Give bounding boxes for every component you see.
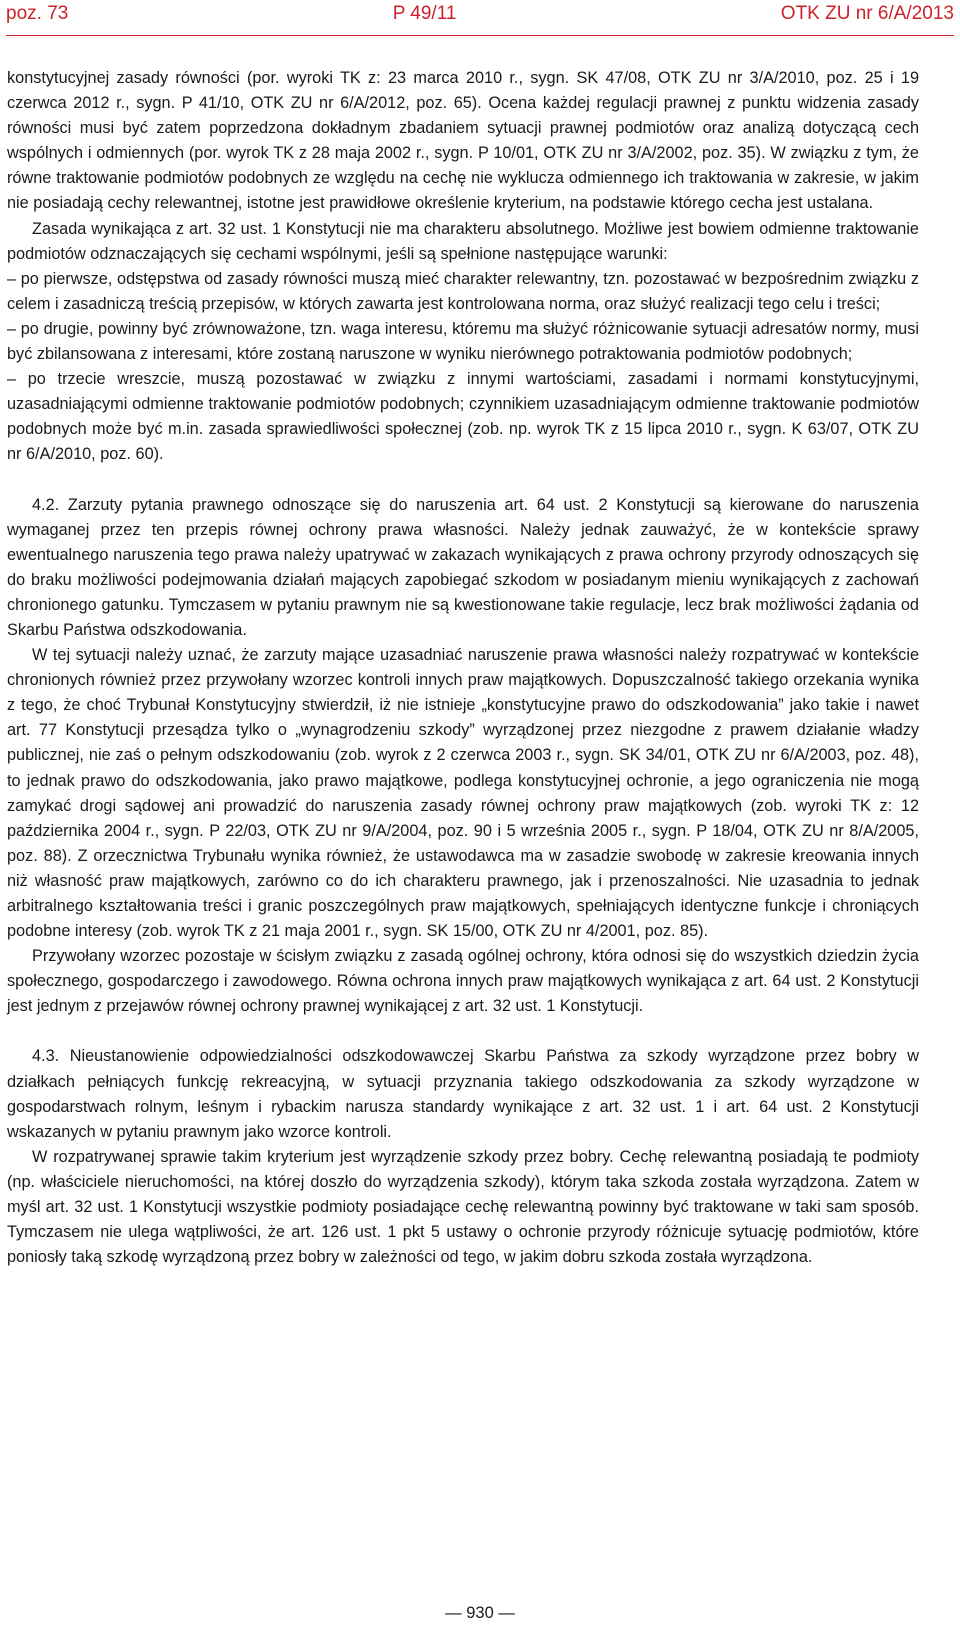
paragraph: W tej sytuacji należy uznać, że zarzuty mające uzasadniać naruszenie prawa własności należy rozpatrywać w kontekście chronionych również przez przywołany wzorzec kontroli innych praw majątkowych. Dopuszczalność takiego orzekania wynika z tego, że choć Trybunał Konstytucyjny stwierdził, iż nie istnieje „konstytucyjne prawo do odszkodowania” jako takie i nawet art. 77 Konstytucji przesądza tylko o „wynagrodzeniu szkody” wyrządzonej przez niezgodne z prawem działanie władzy publicznej, nie zaś o pełnym odszkodowaniu (zob. wyrok z 2 czerwca 2003 r., sygn. SK 34/01, OTK ZU nr 6/A/2003, poz. 48), to jednak prawo do odszkodowania, jako prawo majątkowe, podlega konstytucyjnej ochronie, a jego ograniczenia nie mogą zamykać drogi sądowej ani prowadzić do naruszenia zasady równej ochrony praw majątkowych (zob. wyroki TK z: 12 października 2004 r., sygn. P 22/03, OTK ZU nr 9/A/2004, poz. 90 i 5 września 2005 r., sygn. P 18/04, OTK ZU nr 8/A/2005, poz. 88). Z orzecznictwa Trybunału wynika również, że ustawodawca ma w zasadzie swobodę w zakresie kreowania innych niż własność praw majątkowych, zarówno co do ich charakteru prawnego, jak i przenoszalności. Nie uzasadnia to jednak arbitralnego kształtowania treści i granic poszczególnych praw majątkowych, spełniających identyczne funkcje i chroniących podobne interesy (zob. wyrok TK z 21 maja 2001 r., sygn. SK 15/00, OTK ZU nr 4/2001, poz. 85). bbox=[7, 646, 919, 941]
header-divider bbox=[6, 35, 954, 36]
section-4-2: 4.2. Zarzuty pytania prawnego odnoszące się do naruszenia art. 64 ust. 2 Konstytucji są kierowane do naruszenia wymaganej przez ten przepis równej ochrony prawa własności. Należy jednak zauważyć, że w kontekście sprawy ewentualnego naruszenia tego prawa należy upatrywać w zakazach wynikających z prawa ochrony przyrody odnoszących się do braku możliwości podejmowania działań mających zapobiegać szkodom w posiadanym mieniu wynikających z zachowań chronionego gatunku. Tymczasem w pytaniu prawnym nie są kwestionowane takie regulacje, lecz brak możliwości żądania od Skarbu Państwa odszkodowania. bbox=[7, 495, 919, 639]
document-body bbox=[7, 66, 919, 1270]
list-item: – po trzecie wreszcie, muszą pozostawać w związku z innymi wartościami, zasadami i normami konstytucyjnymi, uzasadniającymi odmienne traktowanie podmiotów podobnych; czynnikiem uzasadniającym odmienne traktowanie podmiotów podobnych może być m.in. zasada sprawiedliwości społecznej (zob. np. wyrok TK z 15 lipca 2010 r., sygn. K 63/07, OTK ZU nr 6/A/2010, poz. 60). bbox=[7, 370, 919, 464]
running-header bbox=[6, 0, 954, 28]
paragraph: Zasada wynikająca z art. 32 ust. 1 Konstytucji nie ma charakteru absolutnego. Możliwe jest bowiem odmienne traktowanie podmiotów odznaczających się cechami wspólnymi, jeśli są spełnione następujące warunki: bbox=[7, 219, 919, 263]
section-gap bbox=[7, 468, 919, 493]
paragraph-continuation: konstytucyjnej zasady równości (por. wyroki TK z: 23 marca 2010 r., sygn. SK 47/08, OTK ZU nr 3/A/2010, poz. 25 i 19 czerwca 2012 r., sygn. P 41/10, OTK ZU nr 6/A/2012, poz. 65). Ocena każdej regulacji prawnej z punktu widzenia zasady równości musi być zatem poprzedzona dokładnym zbadaniem sytuacji prawnej podmiotów oraz analizą dotyczącą cech wspólnych i odmiennych (por. wyrok TK z 28 maja 2002 r., sygn. P 10/01, OTK ZU nr 3/A/2002, poz. 35). W związku z tym, że równe traktowanie podmiotów podobnych ze względu na cechę nie wyklucza odmiennego ich traktowania w zakresie, w jakim nie posiadają cechy relewantnej, istotne jest prawidłowe określenie kryterium, na podstawie którego cecha jest ustalana. bbox=[7, 69, 919, 213]
list-item: – po pierwsze, odstępstwa od zasady równości muszą mieć charakter relewantny, tzn. pozostawać w bezpośrednim związku z celem i zasadniczą treścią przepisów, w których zawarta jest kontrolowana norma, oraz służyć realizacji tego celu i treści; bbox=[7, 269, 919, 313]
paragraph: Przywołany wzorzec pozostaje w ścisłym związku z zasadą ogólnej ochrony, która odnosi się do wszystkich dziedzin życia społecznego, gospodarczego i zawodowego. Równa ochrona innych praw majątkowych wynikająca z art. 64 ust. 2 Konstytucji jest jednym z przejawów równej ochrony prawnej wynikającej z art. 32 ust. 1 Konstytucji. bbox=[7, 947, 919, 1016]
paragraph: W rozpatrywanej sprawie takim kryterium jest wyrządzenie szkody przez bobry. Cechę relewantną posiadają te podmioty (np. właściciele nieruchomości, na której doszło do wyrządzenia szkody), którym taka szkoda została wyrządzona. Zatem w myśl art. 32 ust. 1 Konstytucji wszystkie podmioty posiadające cechę relewantną powinny być traktowane w taki sam sposób. Tymczasem nie ulega wątpliwości, że art. 126 ust. 1 pkt 5 ustawy o ochronie przyrody różnicuje sytuację podmiotów, które poniosły taką szkodę wyrządzoną przez bobry w zależności od tego, w jakim dobru szkoda została wyrządzona. bbox=[7, 1147, 919, 1267]
section-4-3: 4.3. Nieustanowienie odpowiedzialności odszkodowawczej Skarbu Państwa za szkody wyrządzone przez bobry w działkach pełniących funkcję rekreacyjną, w sytuacji przyznania takiego odszkodowania za szkody wyrządzone w gospodarstwach rolnym, leśnym i rybackim narusza standardy wynikające z art. 32 ust. 1 i art. 64 ust. 2 Konstytucji wskazanych w pytaniu prawnym jako wzorce kontroli. bbox=[7, 1047, 919, 1141]
section-gap bbox=[7, 1019, 919, 1044]
header-case-signature: P 49/11 bbox=[392, 3, 457, 24]
header-position: poz. 73 bbox=[6, 3, 69, 24]
page-number: — 930 — bbox=[445, 1604, 515, 1622]
list-item: – po drugie, powinny być zrównoważone, tzn. waga interesu, któremu ma służyć różnicowanie sytuacji adresatów normy, musi być zbilansowana z interesami, które zostaną naruszone w wyniku nierównego potraktowania podmiotów podobnych; bbox=[7, 319, 919, 364]
header-journal-reference: OTK ZU nr 6/A/2013 bbox=[780, 3, 954, 24]
